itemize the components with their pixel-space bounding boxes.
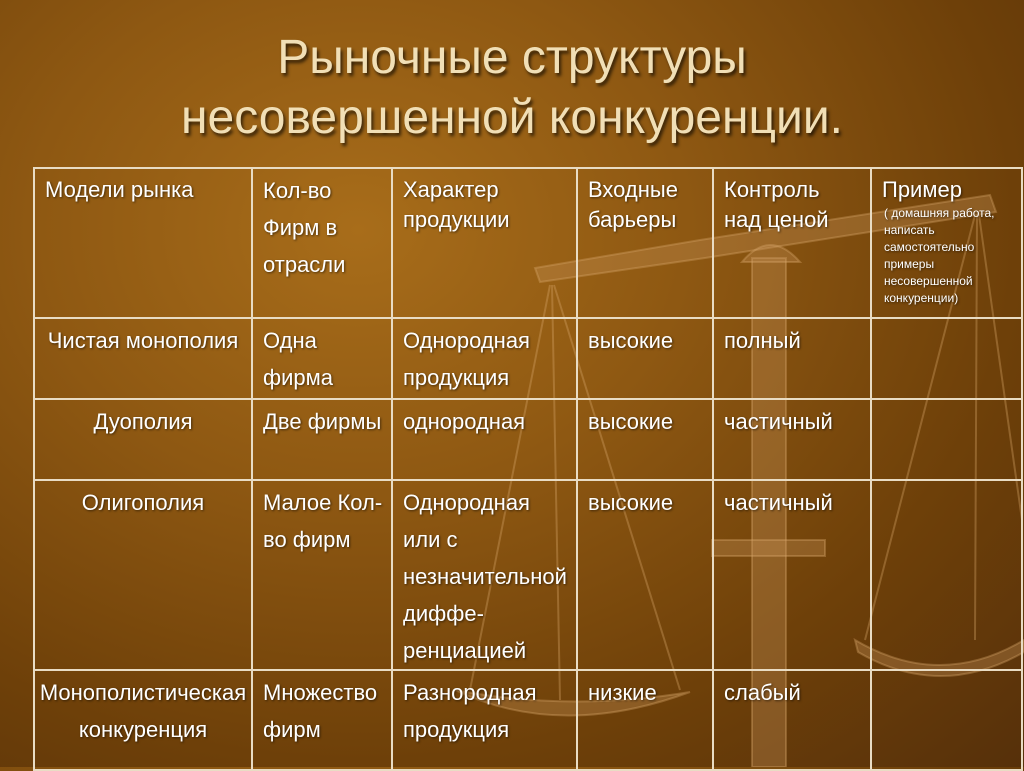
table-row <box>34 670 1022 770</box>
cell-product: Однородная или с незначительной диффе-ренциацией <box>392 480 577 670</box>
cell-barriers: низкие <box>577 670 713 770</box>
table-row <box>34 318 1022 399</box>
cell-price-control: частичный <box>713 399 871 480</box>
cell-example <box>871 480 1022 670</box>
header-example-note: ( домашняя работа, написать самостоятельно примеры несовершенной конкуренции) <box>884 206 995 305</box>
header-example-title: Пример <box>882 177 962 202</box>
cell-model: Чистая монополия <box>34 318 252 399</box>
cell-model: Олигополия <box>34 480 252 670</box>
cell-firms: Одна фирма <box>252 318 392 399</box>
title-line-2: несовершенной конкуренции. <box>181 91 843 144</box>
table-row <box>34 480 1022 670</box>
cell-example <box>871 318 1022 399</box>
cell-barriers: высокие <box>577 480 713 670</box>
header-model: Модели рынка <box>34 168 252 318</box>
cell-firms: Множество фирм <box>252 670 392 770</box>
cell-product: Разнородная продукция <box>392 670 577 770</box>
market-structures-table <box>33 167 1023 771</box>
header-price-control: Контроль над ценой <box>713 168 871 318</box>
cell-barriers: высокие <box>577 399 713 480</box>
cell-price-control: слабый <box>713 670 871 770</box>
cell-example <box>871 399 1022 480</box>
header-product: Характер продукции <box>392 168 577 318</box>
cell-firms: Две фирмы <box>252 399 392 480</box>
cell-firms: Малое Кол-во фирм <box>252 480 392 670</box>
cell-barriers: высокие <box>577 318 713 399</box>
header-example <box>871 168 1022 318</box>
cell-model: Монополистическая конкуренция <box>34 670 252 770</box>
table-header-row <box>34 168 1022 318</box>
title-line-1: Рыночные структуры <box>277 31 747 84</box>
cell-example <box>871 670 1022 770</box>
cell-product: Однородная продукция <box>392 318 577 399</box>
cell-model: Дуополия <box>34 399 252 480</box>
cell-price-control: частичный <box>713 480 871 670</box>
header-firms: Кол-во Фирм в отрасли <box>252 168 392 318</box>
header-barriers: Входные барьеры <box>577 168 713 318</box>
table-row <box>34 399 1022 480</box>
cell-product: однородная <box>392 399 577 480</box>
cell-price-control: полный <box>713 318 871 399</box>
page-title <box>0 28 1024 148</box>
